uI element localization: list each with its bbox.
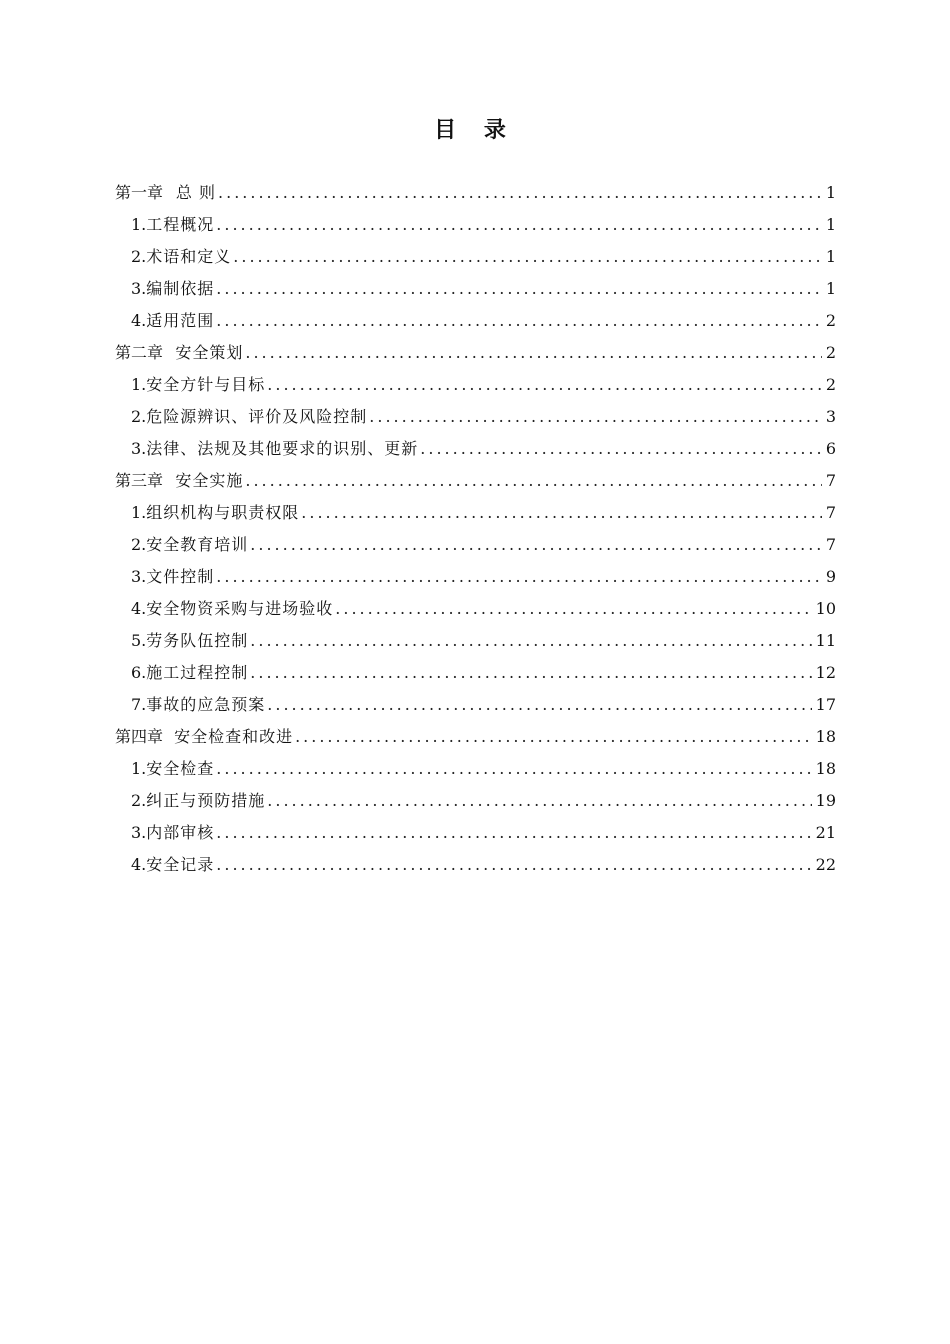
entry-page-number: 22 — [815, 855, 836, 874]
entry-page-number: 11 — [815, 631, 836, 650]
entry-title: 法律、法规及其他要求的识别、更新 — [146, 439, 419, 458]
entry-title: 安全实施 — [175, 471, 244, 490]
dot-leader — [216, 849, 811, 881]
entry-title: 安全方针与目标 — [146, 375, 266, 394]
entry-title: 事故的应急预案 — [146, 695, 266, 714]
entry-page-number: 21 — [815, 823, 836, 842]
entry-title: 劳务队伍控制 — [146, 631, 249, 650]
entry-number: 3. — [131, 567, 147, 586]
entry-title: 危险源辨识、评价及风险控制 — [146, 407, 368, 426]
entry-number: 4. — [131, 311, 147, 330]
toc-section-entry[interactable] — [115, 433, 836, 465]
entry-number: 7. — [131, 695, 147, 714]
toc-section-entry[interactable] — [115, 369, 836, 401]
toc-section-entry[interactable] — [115, 273, 836, 305]
entry-page-number: 7 — [825, 503, 836, 522]
entry-page-number: 10 — [815, 599, 836, 618]
entry-page-number: 1 — [825, 279, 836, 298]
toc-section-entry[interactable] — [115, 785, 836, 817]
toc-section-entry[interactable] — [115, 753, 836, 785]
entry-number: 4. — [131, 599, 147, 618]
dot-leader — [267, 369, 822, 401]
entry-number: 第一章 — [115, 183, 164, 202]
entry-number: 1. — [131, 503, 147, 522]
toc-chapter-entry[interactable] — [115, 721, 836, 753]
entry-number: 第二章 — [115, 343, 164, 362]
entry-page-number: 17 — [815, 695, 836, 714]
entry-title: 安全策划 — [175, 343, 244, 362]
entry-page-number: 1 — [825, 215, 836, 234]
toc-section-entry[interactable] — [115, 657, 836, 689]
toc-section-entry[interactable] — [115, 497, 836, 529]
dot-leader — [216, 817, 811, 849]
entry-title: 文件控制 — [146, 567, 215, 586]
entry-title: 内部审核 — [146, 823, 215, 842]
entry-title: 安全物资采购与进场验收 — [146, 599, 334, 618]
entry-title: 编制依据 — [146, 279, 215, 298]
toc-section-entry[interactable] — [115, 625, 836, 657]
toc-section-entry[interactable] — [115, 401, 836, 433]
entry-page-number: 19 — [815, 791, 836, 810]
toc-section-entry[interactable] — [115, 561, 836, 593]
entry-number: 2. — [131, 535, 147, 554]
entry-title: 总 则 — [175, 183, 217, 202]
entry-title: 安全检查和改进 — [174, 727, 294, 746]
entry-page-number: 18 — [815, 727, 836, 746]
toc-section-entry[interactable] — [115, 241, 836, 273]
entry-title: 组织机构与职责权限 — [146, 503, 300, 522]
toc-section-entry[interactable] — [115, 849, 836, 881]
entry-page-number: 1 — [825, 247, 836, 266]
toc-section-entry[interactable] — [115, 209, 836, 241]
dot-leader — [233, 241, 822, 273]
dot-leader — [216, 561, 822, 593]
toc-section-entry[interactable] — [115, 529, 836, 561]
entry-title: 工程概况 — [146, 215, 215, 234]
toc-chapter-entry[interactable] — [115, 465, 836, 497]
entry-title: 安全记录 — [146, 855, 215, 874]
dot-leader — [267, 785, 811, 817]
entry-number: 2. — [131, 407, 147, 426]
toc-chapter-entry[interactable] — [115, 337, 836, 369]
dot-leader — [420, 433, 822, 465]
entry-number: 2. — [131, 247, 147, 266]
entry-title: 安全教育培训 — [146, 535, 249, 554]
entry-number: 第四章 — [115, 727, 164, 746]
entry-page-number: 3 — [825, 407, 836, 426]
entry-page-number: 7 — [825, 535, 836, 554]
entry-number: 2. — [131, 791, 147, 810]
entry-number: 1. — [131, 375, 147, 394]
dot-leader — [216, 209, 822, 241]
dot-leader — [335, 593, 811, 625]
dot-leader — [301, 497, 822, 529]
entry-title: 纠正与预防措施 — [146, 791, 266, 810]
dot-leader — [267, 689, 811, 721]
dot-leader — [250, 657, 811, 689]
dot-leader — [369, 401, 822, 433]
entry-page-number: 9 — [825, 567, 836, 586]
entry-title: 术语和定义 — [146, 247, 232, 266]
entry-page-number: 18 — [815, 759, 836, 778]
entry-number: 4. — [131, 855, 147, 874]
dot-leader — [216, 305, 822, 337]
entry-number: 3. — [131, 439, 147, 458]
entry-page-number: 6 — [825, 439, 836, 458]
dot-leader — [216, 273, 822, 305]
entry-title: 适用范围 — [146, 311, 215, 330]
toc-section-entry[interactable] — [115, 817, 836, 849]
toc-section-entry[interactable] — [115, 305, 836, 337]
entry-title: 施工过程控制 — [146, 663, 249, 682]
entry-page-number: 7 — [825, 471, 836, 490]
entry-number: 6. — [131, 663, 147, 682]
page-title: 目 录 — [434, 118, 516, 143]
toc-chapter-entry[interactable] — [115, 177, 836, 209]
entry-number: 5. — [131, 631, 147, 650]
dot-leader — [250, 625, 811, 657]
entry-number: 3. — [131, 823, 147, 842]
entry-number: 第三章 — [115, 471, 164, 490]
dot-leader — [295, 721, 812, 753]
entry-page-number: 12 — [815, 663, 836, 682]
toc-section-entry[interactable] — [115, 593, 836, 625]
dot-leader — [245, 337, 821, 369]
entry-page-number: 2 — [825, 343, 836, 362]
entry-page-number: 2 — [825, 311, 836, 330]
entry-number: 1. — [131, 759, 147, 778]
entry-number: 1. — [131, 215, 147, 234]
table-of-contents — [115, 177, 836, 881]
dot-leader — [218, 177, 822, 209]
dot-leader — [245, 465, 821, 497]
entry-title: 安全检查 — [146, 759, 215, 778]
dot-leader — [250, 529, 822, 561]
entry-number: 3. — [131, 279, 147, 298]
entry-page-number: 2 — [825, 375, 836, 394]
toc-section-entry[interactable] — [115, 689, 836, 721]
dot-leader — [216, 753, 811, 785]
entry-page-number: 1 — [825, 183, 836, 202]
